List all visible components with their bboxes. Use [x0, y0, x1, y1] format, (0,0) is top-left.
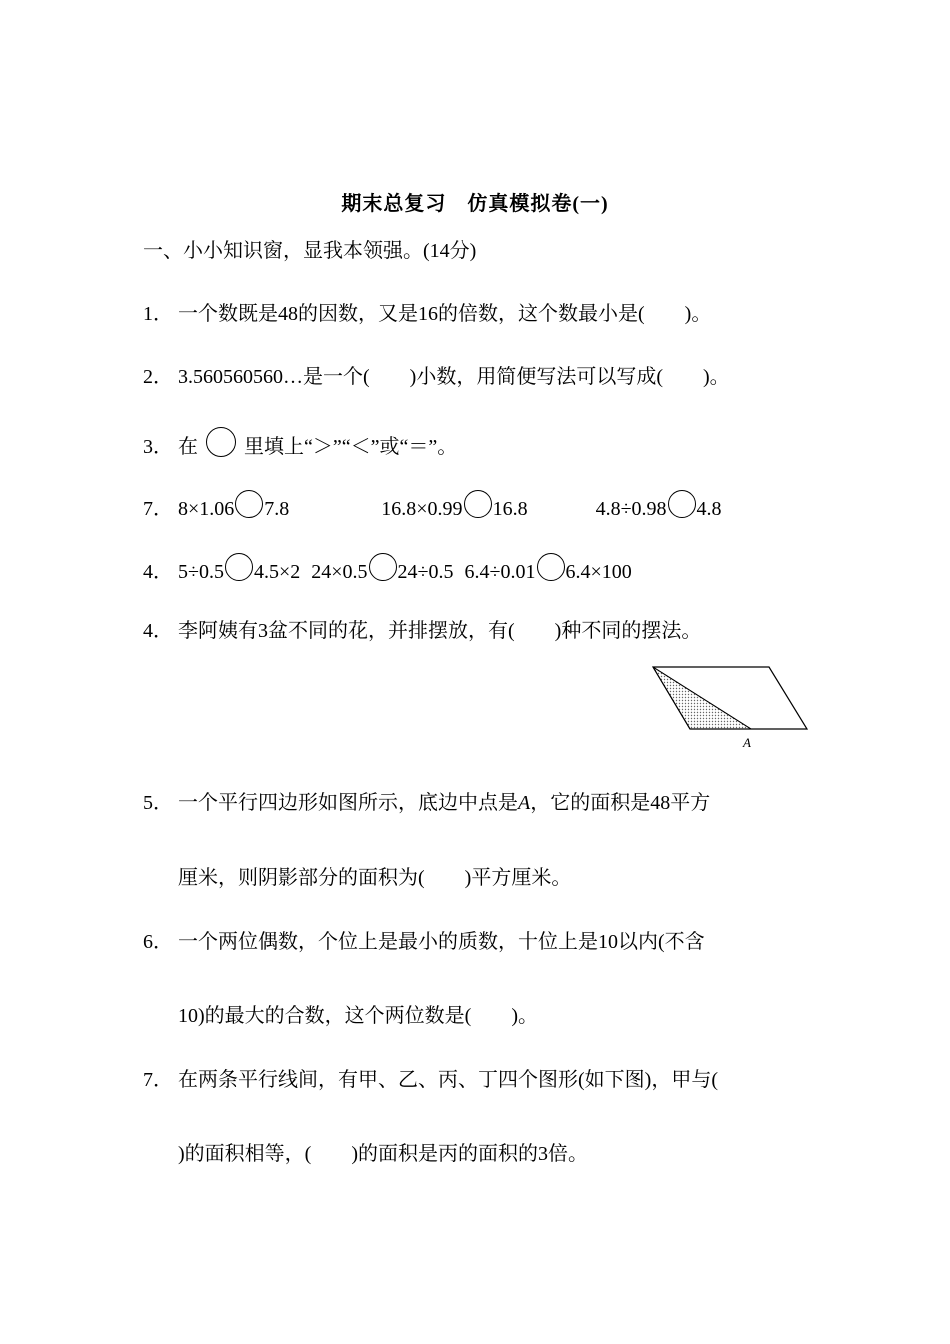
- question-6: [143, 929, 705, 955]
- question-5-continued: 厘米，则阴影部分的面积为( )平方厘米。: [178, 867, 572, 889]
- question-text: 一个数既是48的因数，又是16的倍数，这个数最小是( )。: [178, 303, 712, 325]
- expression-left: 16.8×0.99: [381, 498, 463, 520]
- point-label: A: [743, 735, 751, 750]
- compare-circle-input[interactable]: [235, 490, 263, 518]
- circle-blank-icon: [206, 427, 236, 457]
- question-text: ，它的面积是48平方: [530, 792, 711, 814]
- expression-left: 5÷0.5: [178, 561, 224, 583]
- question-number: 4．: [143, 561, 173, 583]
- question-number: 5．: [143, 792, 173, 814]
- compare-circle-input[interactable]: [464, 490, 492, 518]
- expression-left: 4.8÷0.98: [595, 498, 667, 520]
- compare-circle-input[interactable]: [369, 553, 397, 581]
- question-text: 3.560560560…是一个( )小数，用简便写法可以写成( )。: [178, 366, 730, 388]
- question-text: 李阿姨有3盆不同的花，并排摆放，有( )种不同的摆法。: [178, 620, 702, 642]
- question-text: 一个平行四边形如图所示，底边中点是: [178, 792, 518, 814]
- question-6-continued: 10)的最大的合数，这个两位数是( )。: [178, 1005, 538, 1027]
- expression-right: 6.4×100: [565, 561, 632, 583]
- variable-label: A: [518, 792, 531, 814]
- comparison-row-1: [143, 490, 722, 522]
- question-2: [143, 364, 730, 390]
- section-heading: 一、小小知识窗，显我本领强。(14分): [143, 240, 477, 262]
- expression-right: 7.8: [264, 498, 290, 520]
- expression-left: 6.4÷0.01: [464, 561, 536, 583]
- question-text: 在两条平行线间，有甲、乙、丙、丁四个图形(如下图)，甲与(: [178, 1069, 718, 1091]
- page-title: 期末总复习 仿真模拟卷(一): [341, 193, 609, 215]
- expression-right: 24÷0.5: [397, 561, 454, 583]
- question-1: [143, 301, 711, 327]
- question-number: 3．: [143, 436, 173, 458]
- compare-circle-input[interactable]: [537, 553, 565, 581]
- question-7: [143, 1067, 718, 1093]
- question-text-after: 里填上“＞”“＜”或“＝”。: [244, 436, 458, 458]
- question-7-continued: )的面积相等，( )的面积是丙的面积的3倍。: [178, 1143, 588, 1165]
- compare-circle-input[interactable]: [225, 553, 253, 581]
- question-number: 7．: [143, 1069, 173, 1091]
- question-number: 6．: [143, 931, 173, 953]
- question-number: 7．: [143, 498, 173, 520]
- question-3: [143, 427, 457, 460]
- parallelogram-figure: [645, 660, 815, 752]
- expression-left: 24×0.5: [311, 561, 368, 583]
- question-number: 1．: [143, 303, 173, 325]
- expression-right: 4.8: [696, 498, 722, 520]
- expression-right: 4.5×2: [253, 561, 301, 583]
- question-4: [143, 618, 701, 644]
- question-number: 4．: [143, 620, 173, 642]
- question-5: [143, 790, 710, 816]
- compare-circle-input[interactable]: [668, 490, 696, 518]
- expression-right: 16.8: [492, 498, 528, 520]
- question-text-before: 在: [178, 436, 198, 458]
- question-number: 2．: [143, 366, 173, 388]
- comparison-row-2: [143, 553, 632, 585]
- expression-left: 8×1.06: [178, 498, 235, 520]
- question-text: 一个两位偶数，个位上是最小的质数，十位上是10以内(不含: [178, 931, 705, 953]
